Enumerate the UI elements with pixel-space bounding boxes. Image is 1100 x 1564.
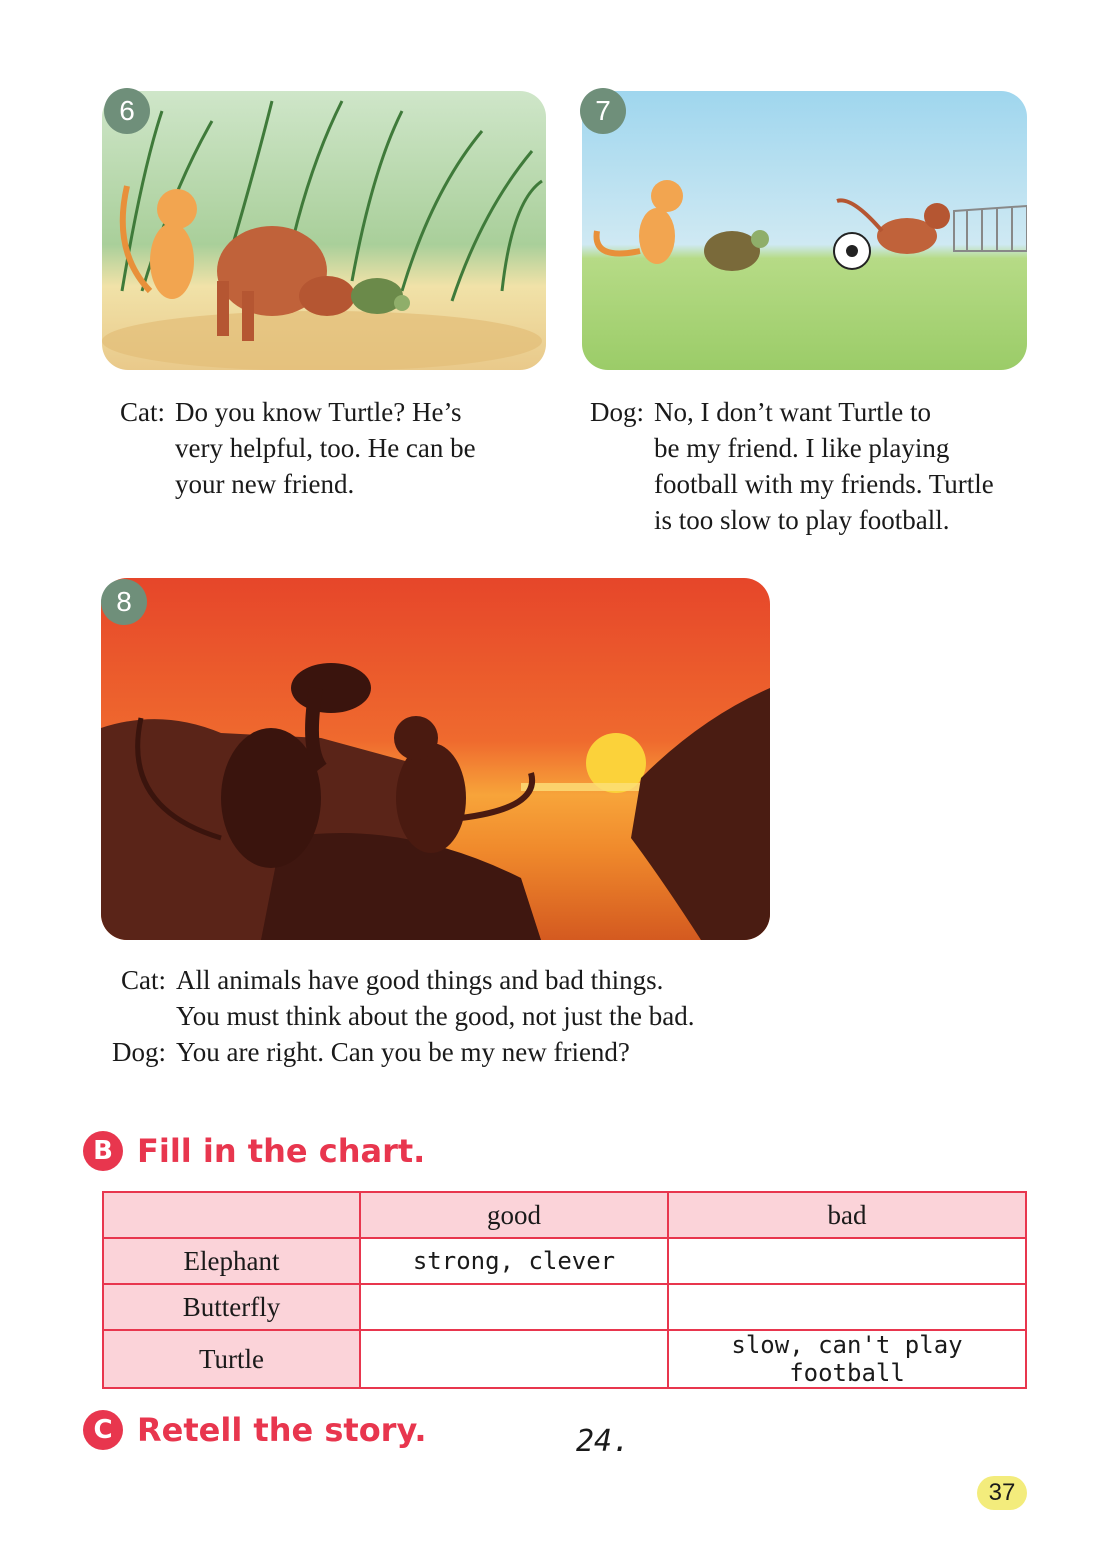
dialog-panel-6	[115, 394, 476, 502]
dialog-line: You must think about the good, not just the bad.	[176, 1001, 695, 1031]
page-number-badge: 37	[977, 1476, 1027, 1510]
section-b-heading	[83, 1131, 425, 1171]
panel-number-badge: 8	[101, 579, 147, 625]
speaker-label: Dog:	[112, 1037, 166, 1067]
animal-name-cell: Butterfly	[103, 1284, 360, 1330]
dialog-line: football with my friends. Turtle	[654, 469, 994, 499]
football-field-illustration	[582, 91, 1027, 370]
bad-cell[interactable]: slow, can't play football	[668, 1330, 1026, 1388]
speaker-label: Cat:	[120, 397, 165, 427]
table-header-row	[103, 1192, 1026, 1238]
bad-cell[interactable]	[668, 1238, 1026, 1284]
handwritten-note: 24.	[576, 1424, 631, 1459]
section-c-heading	[83, 1410, 427, 1450]
dialog-line: very helpful, too. He can be	[175, 433, 476, 463]
football	[834, 233, 870, 269]
illustration-panel-6	[102, 91, 546, 370]
panel-number-badge: 6	[104, 88, 150, 134]
section-letter-badge: C	[83, 1410, 123, 1450]
section-letter-badge: B	[83, 1131, 123, 1171]
dialog-line: Do you know Turtle? He’s	[175, 397, 462, 427]
dialog-panel-7	[584, 394, 994, 538]
dialog-line: No, I don’t want Turtle to	[654, 397, 932, 427]
animal-name-cell: Elephant	[103, 1238, 360, 1284]
illustration-panel-8	[101, 578, 770, 940]
table-header-cell	[103, 1192, 360, 1238]
animal-name-cell: Turtle	[103, 1330, 360, 1388]
table-header-cell: bad	[668, 1192, 1026, 1238]
fill-in-chart-table	[102, 1191, 1027, 1389]
good-cell[interactable]	[360, 1284, 668, 1330]
panel-number-badge: 7	[580, 88, 626, 134]
table-row	[103, 1284, 1026, 1330]
dialog-panel-8	[105, 962, 695, 1070]
jungle-scene-illustration	[102, 91, 546, 370]
dialog-line: is too slow to play football.	[654, 505, 950, 535]
dialog-line: your new friend.	[175, 469, 355, 499]
speaker-label: Dog:	[590, 397, 644, 427]
table-row	[103, 1238, 1026, 1284]
table-row	[103, 1330, 1026, 1388]
dialog-line: All animals have good things and bad things.	[176, 965, 664, 995]
good-cell[interactable]: strong, clever	[360, 1238, 668, 1284]
sunset-scene-illustration	[101, 578, 770, 940]
speaker-label: Cat:	[121, 965, 166, 995]
bad-cell[interactable]	[668, 1284, 1026, 1330]
section-title: Retell the story.	[137, 1411, 427, 1449]
good-cell[interactable]	[360, 1330, 668, 1388]
dialog-line: be my friend. I like playing	[654, 433, 950, 463]
dialog-line: You are right. Can you be my new friend?	[176, 1037, 630, 1067]
table-header-cell: good	[360, 1192, 668, 1238]
illustration-panel-7	[582, 91, 1027, 370]
section-title: Fill in the chart.	[137, 1132, 426, 1170]
